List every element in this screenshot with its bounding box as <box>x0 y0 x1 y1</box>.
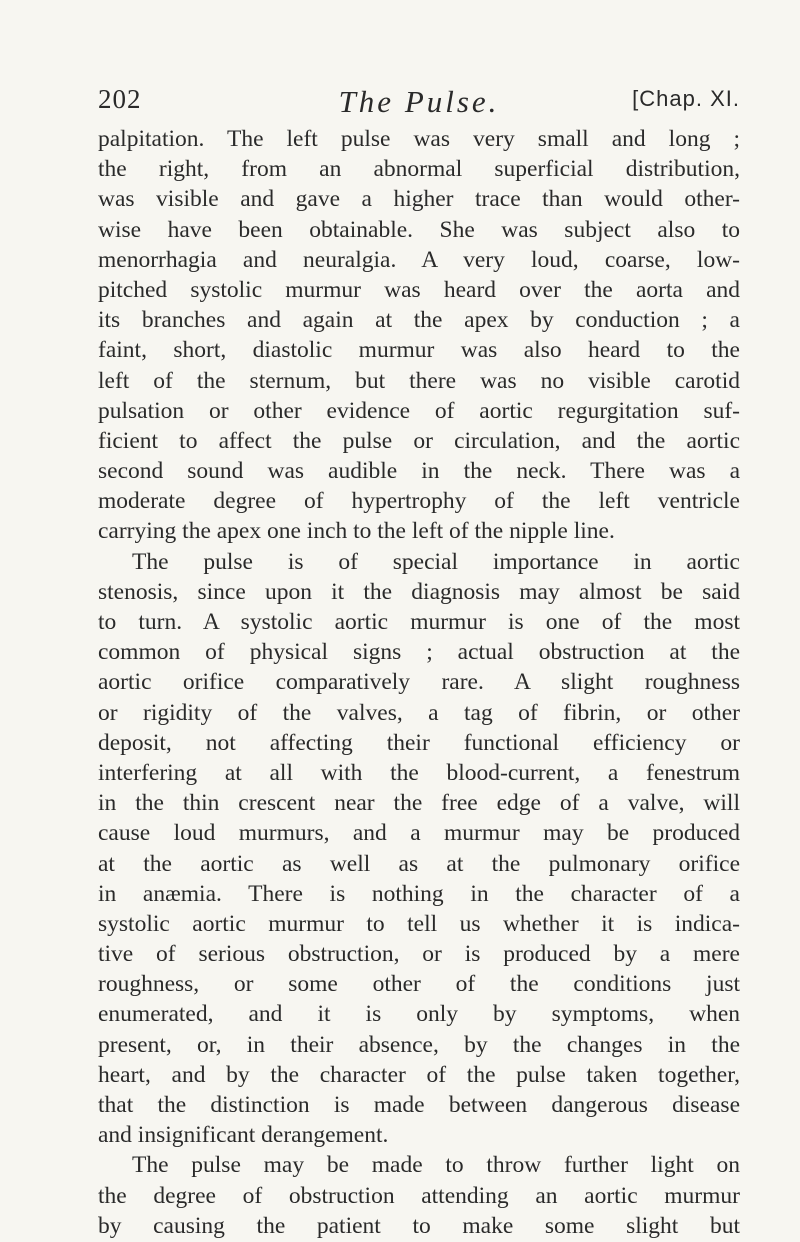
text-line: The pulse may be made to throw further light on <box>132 1152 740 1179</box>
running-title: The Pulse. <box>338 84 500 119</box>
text-line: to turn. A systolic aortic murmur is one of the most <box>98 609 740 635</box>
text-line: heart, and by the character of the pulse taken together, <box>98 1061 740 1088</box>
text-line: second sound was audible in the neck. There was a <box>98 458 740 485</box>
page-number: 202 <box>98 84 142 114</box>
text-line: its branches and again at the apex by conduction ; a <box>98 307 740 334</box>
text-line: that the distinction is made between dangerous disease <box>98 1092 740 1118</box>
text-line: carrying the apex one inch to the left of the nipple line. <box>98 518 615 545</box>
text-line: interfering at all with the blood-current, a fenestrum <box>98 759 740 786</box>
text-line: pitched systolic murmur was heard over the aorta and <box>98 276 740 303</box>
text-line: menorrhagia and neuralgia. A very loud, coarse, low- <box>98 246 740 273</box>
text-line: by causing the patient to make some slight but <box>98 1212 740 1239</box>
text-line: aortic orifice comparatively rare. A slight roughness <box>98 669 740 696</box>
text-line: the degree of obstruction attending an aortic murmur <box>98 1182 740 1209</box>
chapter-label: [Chap. XI. <box>632 86 740 111</box>
text-line: systolic aortic murmur to tell us whether it is indica- <box>98 910 740 937</box>
text-line: and insignificant derangement. <box>98 1122 389 1149</box>
text-line: tive of serious obstruction, or is produced by a mere <box>98 941 740 968</box>
text-line: or rigidity of the valves, a tag of fibrin, or other <box>98 699 740 726</box>
text-line: left of the sternum, but there was no visible carotid <box>98 367 740 394</box>
text-line: in anæmia. There is nothing in the character of a <box>98 880 740 907</box>
text-line: present, or, in their absence, by the changes in the <box>98 1031 740 1058</box>
text-line: wise have been obtainable. She was subject also to <box>98 216 740 243</box>
text-line: enumerated, and it is only by symptoms, when <box>98 1001 740 1028</box>
text-line: palpitation. The left pulse was very small and long ; <box>98 126 740 152</box>
text-line: at the aortic as well as at the pulmonary orifice <box>98 850 740 877</box>
text-line: The pulse is of special importance in aortic <box>132 548 740 575</box>
text-line: in the thin crescent near the free edge of a valve, will <box>98 790 740 817</box>
body-text <box>98 124 740 1241</box>
text-line: was visible and gave a higher trace than would other- <box>98 186 740 213</box>
text-line: stenosis, since upon it the diagnosis may almost be said <box>98 578 740 605</box>
text-line: pulsation or other evidence of aortic regurgitation suf- <box>98 397 740 424</box>
text-line: common of physical signs ; actual obstruction at the <box>98 639 740 666</box>
text-line: deposit, not affecting their functional efficiency or <box>98 729 740 756</box>
text-line: faint, short, diastolic murmur was also heard to the <box>98 337 740 364</box>
text-line: the right, from an abnormal superficial distribution, <box>98 156 740 183</box>
text-line: moderate degree of hypertrophy of the left ventricle <box>98 488 740 515</box>
text-line: cause loud murmurs, and a murmur may be produced <box>98 820 740 847</box>
page-header <box>98 84 740 120</box>
text-line: roughness, or some other of the conditions just <box>98 971 740 998</box>
text-line: ficient to affect the pulse or circulation, and the aortic <box>98 427 740 454</box>
